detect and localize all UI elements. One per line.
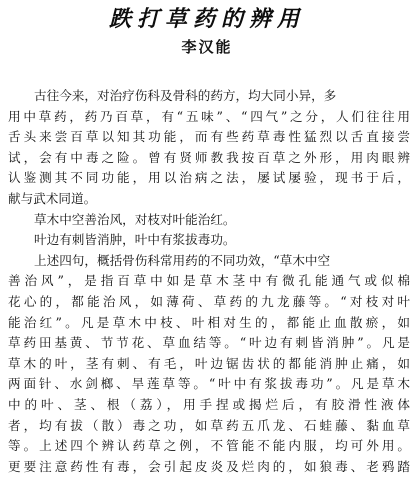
body-line: 两面针、水剑榔、旱莲草等。“叶中有浆拔毒功”。凡是草木	[8, 376, 410, 392]
body-line: 中的叶、茎、根（荔），用手捏或揭烂后，有胶滑性液体	[8, 396, 410, 412]
body-line: 能治红”。凡是草木中枝、叶相对生的，都能止血散瘀，如	[8, 314, 410, 330]
body-line: 舌头来尝百草以知其功能，而有些药草毒性猛烈以舌直接尝	[8, 129, 410, 145]
body-line: 等。上述四个辨认药草之例，不管能不能内服，均可外用。	[8, 438, 410, 454]
body-line: 更要注意药性有毒，会引起皮炎及烂肉的，如狼毒、老鸦踏	[8, 458, 410, 474]
body-line: 认鉴测其不同功能，用以治病之法，屡试屡验，现书于后，	[8, 170, 410, 186]
body-line: 献与武术同道。	[8, 190, 97, 206]
body-line: 试，会有中毒之险。曾有贤师教我按百草之外形，用肉眼辨	[8, 149, 410, 165]
body-line: 上述四句，概括骨伤科常用药的不同功效，“草木中空	[34, 252, 331, 268]
body-line: 善治风”，是指百草中如是草木茎中有微孔能通气或似棉	[8, 273, 410, 289]
body-line: 古往今来，对治疗伤科及骨科的药方，均大同小异，多	[34, 88, 337, 103]
body-line: 者，均有拔（散）毒之功，如草药五爪龙、石蛙藤、黏血草	[8, 417, 410, 433]
body-line: 用中草药，药乃百草，有“五味”、“四气”之分，人们往往用	[8, 108, 410, 124]
article-title: 跌打草药的辨用	[108, 6, 305, 32]
body-line: 花心的，都能治风，如薄荷、草药的九龙藤等。“对枝对叶	[8, 293, 410, 309]
verse-line: 草木中空善治风，对枝对叶能治红。	[34, 211, 236, 227]
verse-line: 叶边有刺皆消肿，叶中有浆拔毒功。	[34, 232, 236, 248]
article-body	[8, 86, 410, 477]
body-line: 草药田基黄、节节花、草血结等。“叶边有刺皆消肿”。凡是	[8, 335, 410, 351]
article-author: 李汉能	[181, 38, 233, 56]
body-line: 草木的叶，茎有刺、有毛，叶边锯齿状的都能消肿止痛，如	[8, 355, 410, 371]
